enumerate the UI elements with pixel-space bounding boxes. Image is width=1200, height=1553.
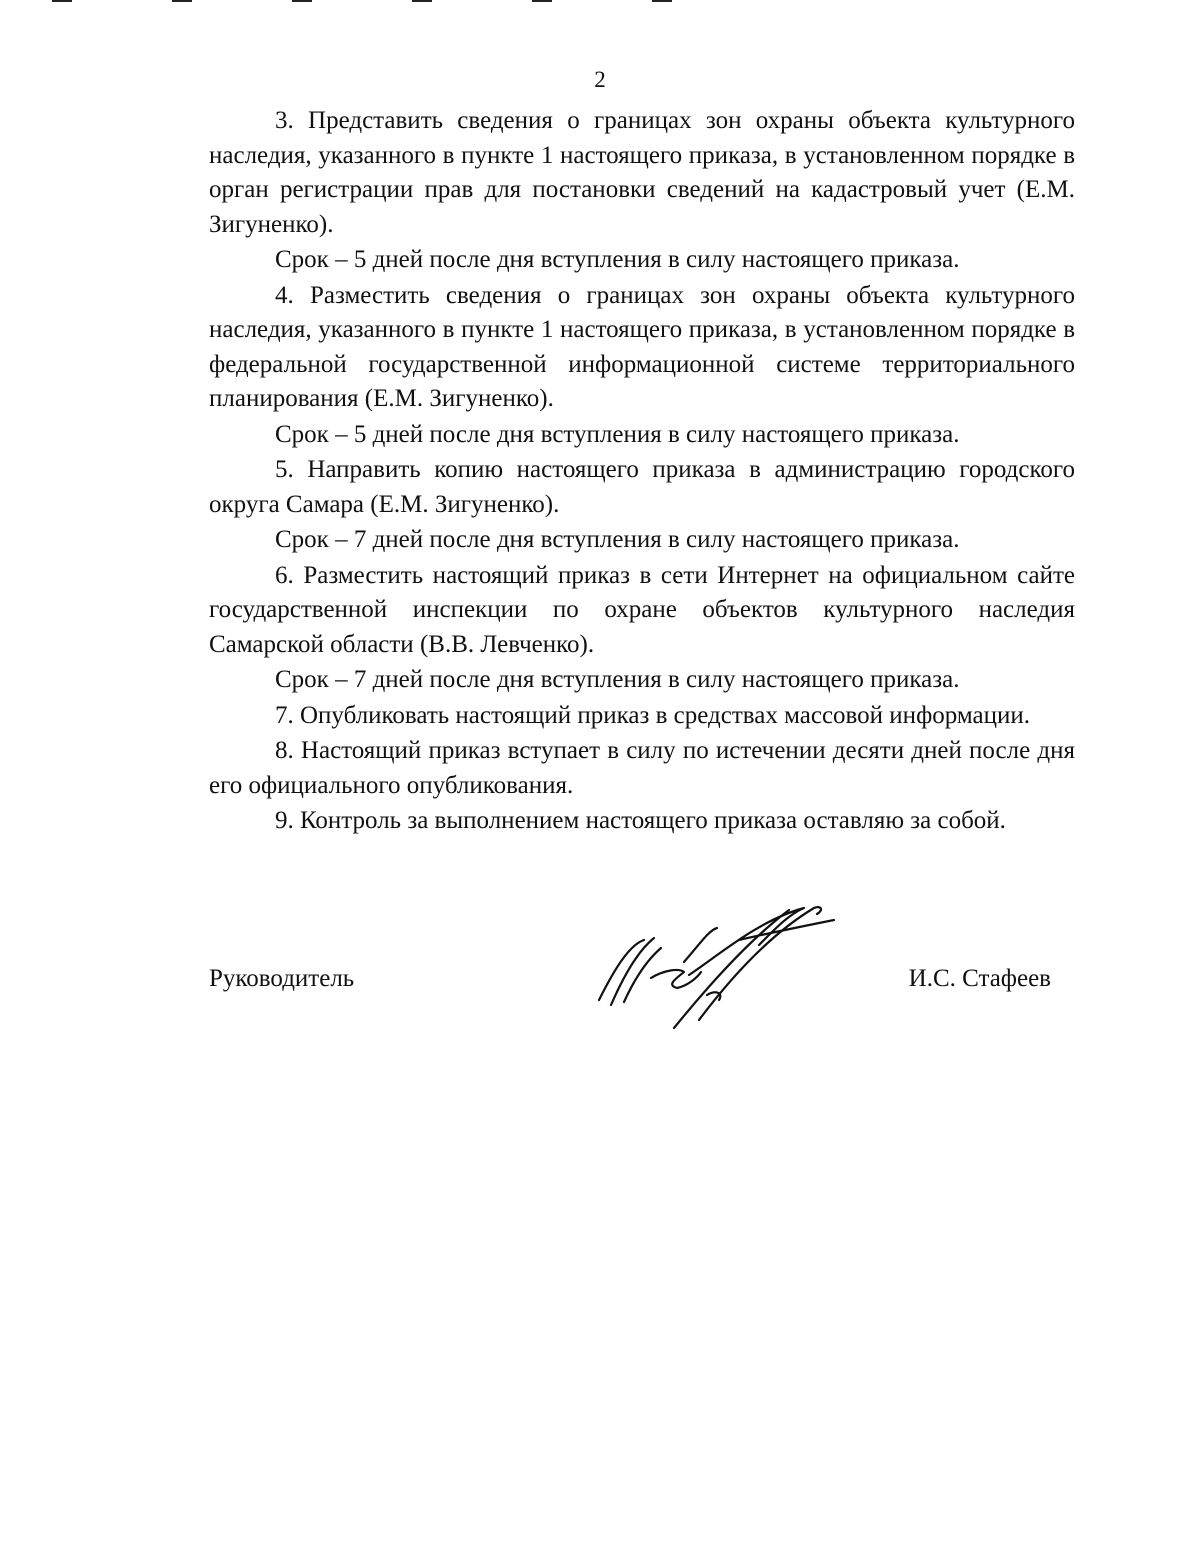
paragraph-item-5: 5. Направить копию настоящего приказа в администрацию городского округа Самара (Е.М. Зигуненко). bbox=[209, 456, 1075, 518]
paragraph-item-9: 9. Контроль за выполнением настоящего приказа оставляю за собой. bbox=[275, 807, 1006, 834]
paragraph-item-6: 6. Разместить настоящий приказ в сети Интернет на официальном сайте государственной инспекции по охране объектов культурного наследия Самарской области (В.В. Левченко). bbox=[209, 561, 1075, 658]
scan-edge-mark bbox=[412, 0, 432, 2]
paragraph-item-4: 4. Разместить сведения о границах зон охраны объекта культурного наследия, указанного в пункте 1 настоящего приказа, в установленном порядке в федеральной государственной информационной системе территориального планирования (Е.М. Зигуненко). bbox=[209, 281, 1075, 412]
paragraph-item-8: 8. Настоящий приказ вступает в силу по истечении десяти дней после дня его официального опубликования. bbox=[209, 737, 1075, 799]
paragraph-deadline: Срок – 7 дней после дня вступления в силу настоящего приказа. bbox=[275, 666, 960, 693]
handwritten-signature bbox=[589, 900, 839, 1035]
paragraph-deadline: Срок – 5 дней после дня вступления в силу настоящего приказа. bbox=[275, 420, 960, 448]
signer-position: Руководитель bbox=[209, 965, 355, 992]
paragraph-deadline: Срок – 7 дней после дня вступления в силу настоящего приказа. bbox=[275, 526, 960, 553]
paragraph-item-3: 3. Представить сведения о границах зон охраны объекта культурного наследия, указанного в пункте 1 настоящего приказа, в установленном порядке в орган регистрации прав для постановки сведений на кадастровый учет (Е.М. Зигуненко). bbox=[209, 107, 1075, 238]
paragraph-deadline: Срок – 5 дней после дня вступления в силу настоящего приказа. bbox=[275, 246, 960, 273]
scan-edge-mark bbox=[292, 0, 312, 2]
scan-edge-mark bbox=[172, 0, 192, 2]
order-body bbox=[209, 104, 1075, 839]
page-number: 2 bbox=[594, 67, 606, 92]
paragraph-item-7: 7. Опубликовать настоящий приказ в средствах массовой информации. bbox=[275, 701, 1031, 729]
signer-name: И.С. Стафеев bbox=[908, 965, 1051, 992]
scan-edge-mark bbox=[532, 0, 552, 2]
scan-edge-mark bbox=[52, 0, 72, 2]
signature-block bbox=[209, 900, 1075, 1040]
scan-edge-mark bbox=[652, 0, 672, 2]
